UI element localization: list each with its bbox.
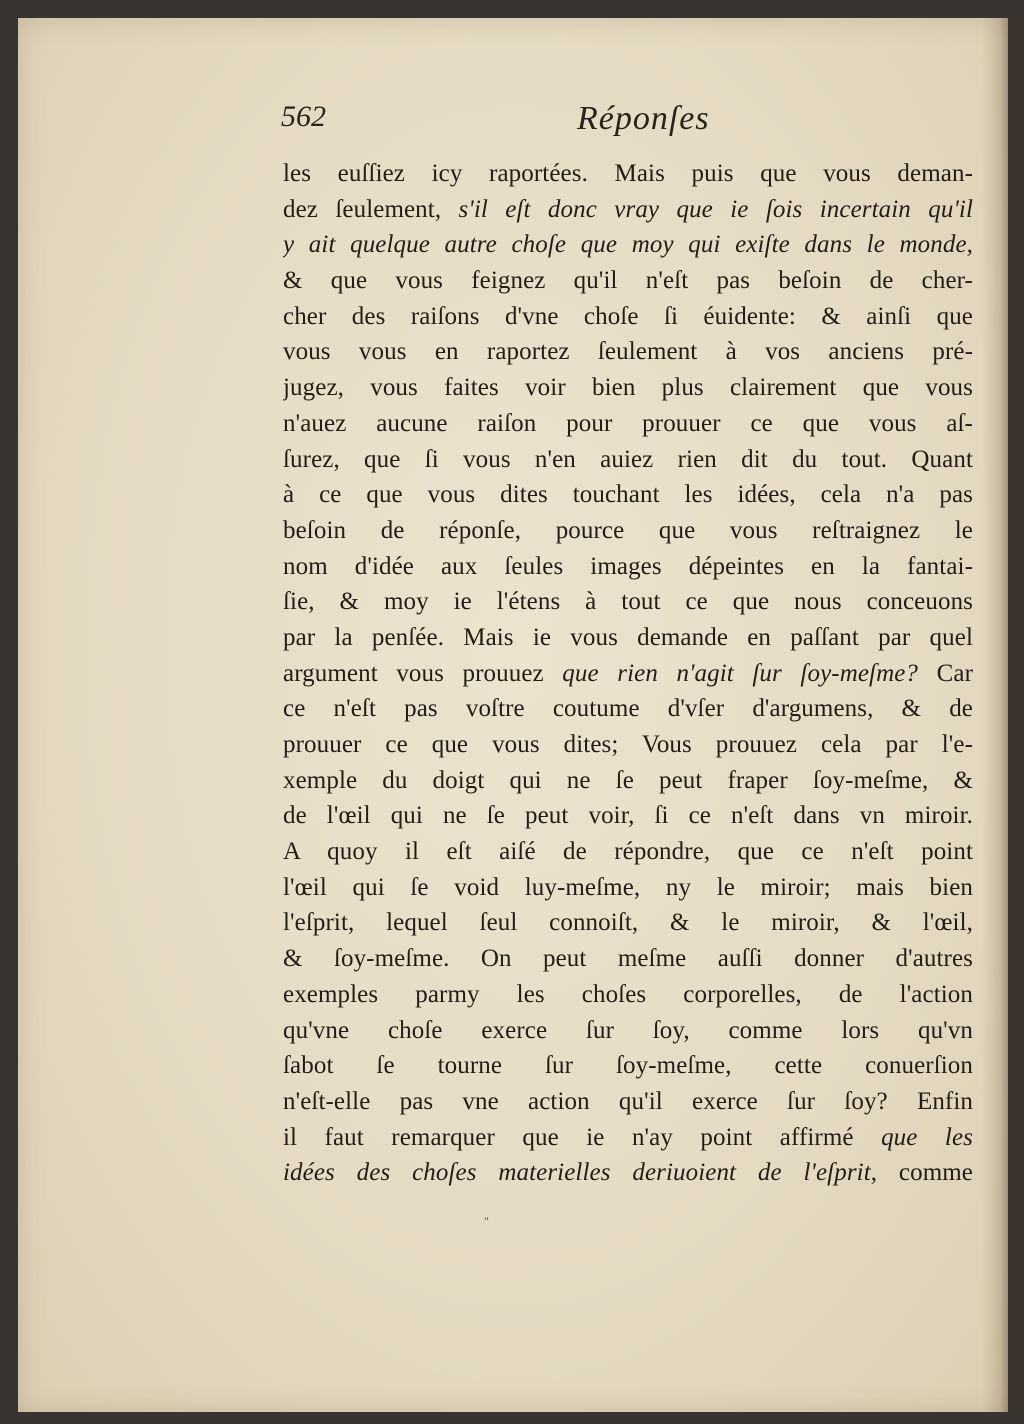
text-line — [283, 798, 973, 834]
text-line — [283, 1120, 973, 1156]
text-line — [283, 477, 973, 513]
roman-text: argument vous prouuez — [283, 659, 563, 687]
italic-text: s'il eſt donc vray que ie ſois incertain qu'il — [458, 195, 973, 223]
text-line — [283, 584, 973, 620]
roman-text: ſie, & moy ie l'étens à tout ce que nous conceuons — [283, 588, 973, 616]
text-line — [283, 227, 973, 263]
text-line — [283, 763, 973, 799]
roman-text: prouuer ce que vous dites; Vous prouuez cela par l'e- — [283, 731, 973, 758]
roman-text: l'œil qui ſe void luy-meſme, ny le miroir; mais bien — [283, 873, 973, 901]
page-number: 562 — [281, 100, 326, 133]
text-line — [283, 691, 973, 727]
roman-text: & que vous feignez qu'il n'eſt pas beſoin de cher- — [283, 267, 973, 295]
body-text — [283, 156, 973, 1191]
roman-text: exemples parmy les choſes corporelles, de l'action — [283, 980, 973, 1008]
text-line — [283, 299, 973, 335]
text-line — [283, 442, 973, 478]
text-line — [283, 513, 973, 549]
text-line — [283, 656, 973, 692]
italic-text: idées des choſes materielles deriuoient de l'eſprit — [283, 1159, 871, 1187]
roman-text: l'eſprit, lequel ſeul connoiſt, & le miroir, & l'œil, — [283, 909, 973, 937]
text-line — [283, 406, 973, 442]
roman-text: beſoin de réponſe, pource que vous reſtraignez le — [283, 516, 973, 544]
text-line — [283, 156, 973, 192]
text-line — [283, 620, 973, 656]
text-line — [283, 370, 973, 406]
roman-text: qu'vne choſe exerce ſur ſoy, comme lors qu'vn — [283, 1016, 973, 1044]
text-line — [283, 1084, 973, 1120]
roman-text: de l'œil qui ne ſe peut voir, ſi ce n'eſt dans vn miroir. — [283, 802, 973, 830]
text-line — [283, 905, 973, 941]
roman-text: à ce que vous dites touchant les idées, cela n'a pas — [283, 481, 973, 509]
roman-text: nom d'idée aux ſeules images dépeintes en la fantai- — [283, 552, 973, 580]
roman-text: jugez, vous faites voir bien plus clairement que vous — [283, 374, 973, 402]
roman-text: dez ſeulement, — [283, 195, 459, 223]
roman-text: les euſſiez icy raportées. Mais puis que vous deman- — [283, 160, 973, 187]
italic-text: que rien n'agit ſur ſoy-meſme? — [562, 659, 919, 687]
roman-text: n'eſt-elle pas vne action qu'il exerce ſur ſoy? Enfin — [283, 1087, 973, 1115]
footer-mark: " — [484, 1214, 489, 1228]
text-line — [283, 834, 973, 870]
roman-text: A quoy il eſt aiſé de répondre, que ce n'eſt point — [283, 838, 973, 866]
page-edge-shadow — [982, 18, 1008, 1412]
text-line — [283, 1155, 973, 1191]
roman-text: n'auez aucune raiſon pour prouuer ce que vous aſ- — [283, 409, 973, 437]
text-line — [283, 263, 973, 299]
book-page — [18, 18, 1008, 1412]
text-line — [283, 977, 973, 1013]
text-line — [283, 1048, 973, 1084]
page-header — [281, 100, 741, 148]
roman-text: ce n'eſt pas voſtre coutume d'vſer d'argumens, & de — [283, 695, 973, 723]
roman-text: xemple du doigt qui ne ſe peut fraper ſoy-meſme, & — [283, 766, 973, 794]
roman-text: ſurez, que ſi vous n'en auiez rien dit du tout. Quant — [283, 445, 973, 473]
roman-text: par la penſée. Mais ie vous demande en paſſant par quel — [283, 623, 973, 651]
roman-text: cher des raiſons d'vne choſe ſi éuidente: & ainſi que — [283, 302, 973, 330]
roman-text: & ſoy-meſme. On peut meſme auſſi donner d'autres — [283, 945, 973, 973]
text-line — [283, 727, 973, 763]
roman-text: il faut remarquer que ie n'ay point affirmé — [283, 1123, 882, 1151]
text-line — [283, 1013, 973, 1049]
roman-text: Car — [918, 659, 973, 687]
roman-text: vous vous en raportez ſeulement à vos anciens pré- — [283, 338, 973, 366]
text-line — [283, 870, 973, 906]
italic-text: que les — [881, 1123, 973, 1151]
italic-text: y ait quelque autre choſe que moy qui exiſte dans le monde, — [283, 231, 973, 259]
text-line — [283, 192, 973, 228]
roman-text: , comme — [870, 1159, 973, 1187]
roman-text: ſabot ſe tourne ſur ſoy-meſme, cette conuerſion — [283, 1052, 973, 1080]
text-line — [283, 941, 973, 977]
running-title: Réponſes — [577, 100, 710, 137]
text-line — [283, 549, 973, 585]
text-line — [283, 334, 973, 370]
